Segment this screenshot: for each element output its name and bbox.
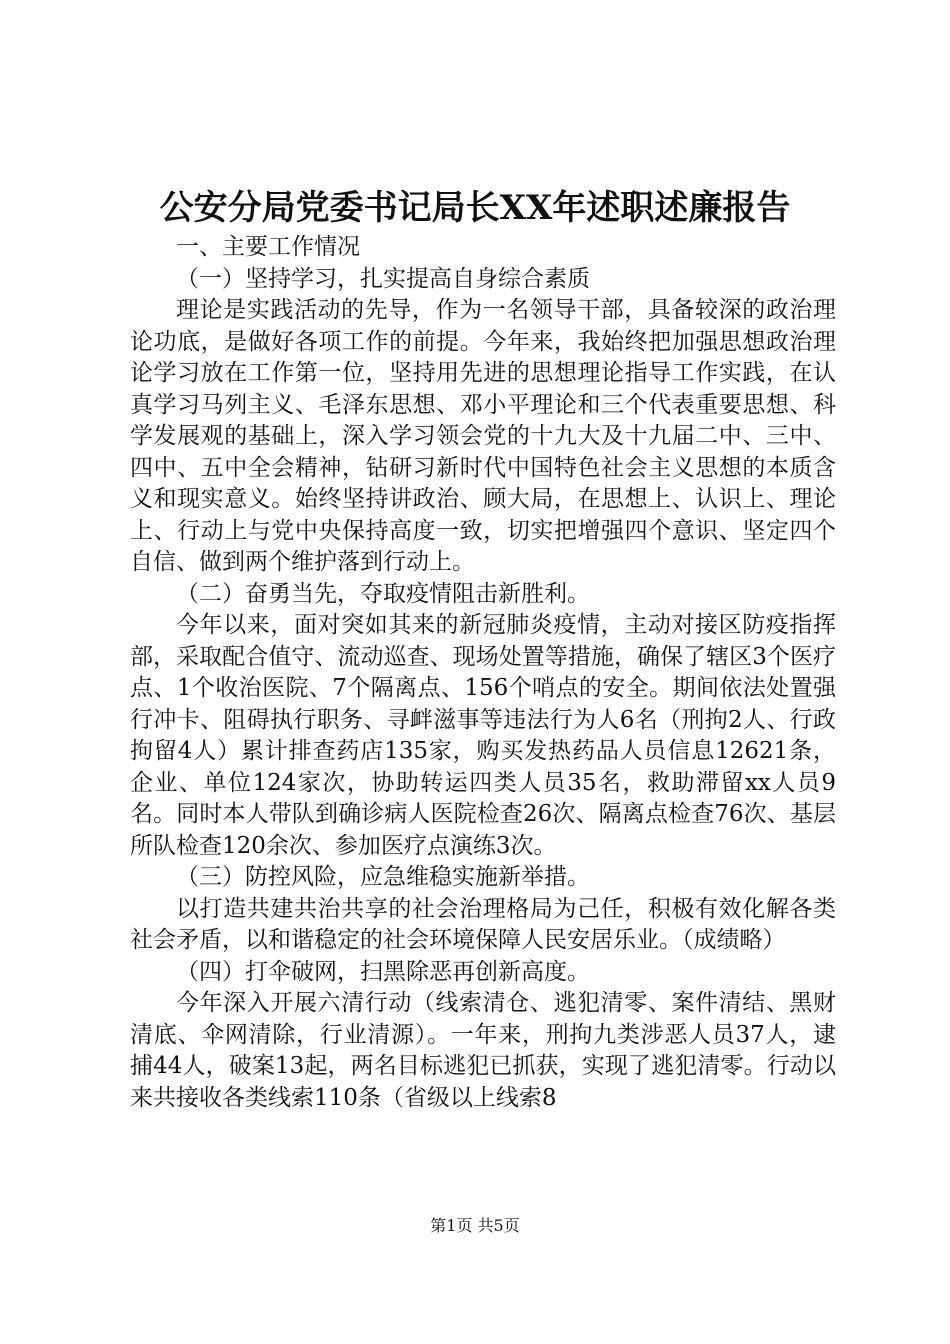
document-body bbox=[130, 232, 836, 1114]
subsection-heading: （四）打伞破网，扫黑除恶再创新高度。 bbox=[176, 958, 590, 985]
body-paragraph: 今年以来，面对突如其来的新冠肺炎疫情，主动对接区防疫指挥部，采取配合值守、流动巡查、现场处置等措施，确保了辖区3个医疗点、1个收治医院、7个隔离点、156个哨点的安全。期间依法处置强行冲卡、阻碍执行职务、寻衅滋事等违法行为人6名（刑拘2人、行政拘留4人）累计排查药店135家，购买发热药品人员信息12621条，企业、单位124家次，协助转运四类人员35名，救助滞留xx人员9名。同时本人带队到确诊病人医院检查26次、隔离点检查76次、基层所队检查120余次、参加医疗点演练3次。 bbox=[130, 612, 836, 859]
body-paragraph: 以打造共建共治共享的社会治理格局为己任，积极有效化解各类社会矛盾，以和谐稳定的社会环境保障人民安居乐业。（成绩略） bbox=[130, 895, 836, 953]
subsection-heading: （二）奋勇当先，夺取疫情阻击新胜利。 bbox=[176, 580, 590, 607]
subsection-heading: （三）防控风险，应急维稳实施新举措。 bbox=[176, 864, 590, 890]
body-paragraph: 今年深入开展六清行动（线索清仓、逃犯清零、案件清结、黑财清底、伞网清除，行业清源）。一年来，刑拘九类涉恶人员37人，逮捕44人，破案13起，两名目标逃犯已抓获，实现了逃犯清零。行动以来共接收各类线索110条（省级以上线索8 bbox=[130, 990, 836, 1111]
section-heading: 一、主要工作情况 bbox=[176, 234, 360, 260]
document-title: 公安分局党委书记局长XX年述职述廉报告 bbox=[159, 188, 791, 228]
body-paragraph: 理论是实践活动的先导，作为一名领导干部，具备较深的政治理论功底，是做好各项工作的前提。今年来，我始终把加强思想政治理论学习放在工作第一位，坚持用先进的思想理论指导工作实践，在认真学习马列主义、毛泽东思想、邓小平理论和三个代表重要思想、科学发展观的基础上，深入学习领会党的十九大及十九届二中、三中、四中、五中全会精神，钻研习新时代中国特色社会主义思想的本质含义和现实意义。始终坚持讲政治、顾大局，在思想上、认识上、理论上、行动上与党中央保持高度一致，切实把增强四个意识、坚定四个自信、做到两个维护落到行动上。 bbox=[130, 297, 836, 575]
page-footer: 第1页 共5页 bbox=[430, 1216, 520, 1235]
subsection-heading: （一）坚持学习，扎实提高自身综合素质 bbox=[176, 265, 590, 292]
